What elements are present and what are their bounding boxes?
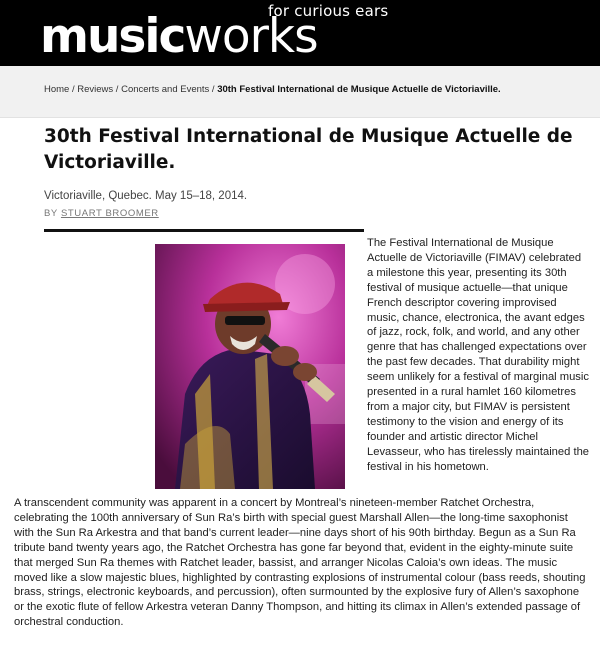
breadcrumb-category-link[interactable]: Concerts and Events <box>121 84 210 95</box>
breadcrumb-separator: / <box>113 84 122 95</box>
intro-paragraph: The Festival International de Musique Actuelle de Victoriaville (FIMAV) celebrated a milestone this year, presenting its 30th festival of musique actuelle—that unique French descriptor covering improvised music, chance, electronica, the avant edges of jazz, rock, folk, and world, and any other genre that has challenged expectations over the past few decades. That durability might seem unlikely for a festival of marginal music presented in a rural hamlet 160 kilometres from a major city, but FIMAV is persistent testimony to the vision and energy of its founder and artistic director Michel Levasseur, who has tirelessly maintained the festival in his hometown. <box>367 237 590 473</box>
article-title: 30th Festival International de Musique Actuelle de Victoriaville. <box>44 126 573 173</box>
breadcrumb-home-link[interactable]: Home <box>44 84 70 95</box>
musicworks-logo[interactable] <box>40 9 318 64</box>
breadcrumb <box>44 84 501 95</box>
breadcrumb-separator: / <box>69 84 78 95</box>
breadcrumb-current: 30th Festival International de Musique Actuelle de Victoriaville. <box>217 84 501 95</box>
article-photo <box>155 244 345 489</box>
breadcrumb-reviews-link[interactable]: Reviews <box>77 84 114 95</box>
saxophonist-illustration <box>155 244 345 489</box>
body-paragraph: A transcendent community was apparent in a concert by Montreal’s nineteen-member Ratchet Orchestra, celebrating the 100th anniversary of Sun Ra’s birth with special guest Marshall Allen—the long-time saxophonist with the Sun Ra Arkestra and that band’s current leader—nine days short of his 90th birthday. Begun as a Sun Ra tribute band twenty years ago, the Ratchet Orchestra has gone far beyond that, evident in the eighty-minute suite that merged Sun Ra themes with Ratchet leader, bassist, and arranger Nicolas Caloia’s own ideas. The music moved like a slow majestic blues, highlighted by contrasting explosions of instrumental colour (bass reeds, shouting brass, strings, electronic keyboards, and percussion), often surmounted by the explosive fury of Allen’s saxophone or the exotic flute of fellow Arkestra veteran Danny Thompson, and hitting its climax in Allen’s extended passage of orchestral conduction. <box>14 497 586 629</box>
logo-light-part: works <box>184 9 318 64</box>
byline <box>44 208 159 219</box>
logo-bold-part: music <box>40 9 185 64</box>
article-location-date: Victoriaville, Quebec. May 15–18, 2014. <box>44 190 248 202</box>
breadcrumb-bar <box>0 66 600 118</box>
byline-label: BY <box>44 208 58 219</box>
author-link[interactable]: STUART BROOMER <box>60 208 159 219</box>
tagline: for curious ears <box>268 2 389 20</box>
masthead <box>0 0 600 66</box>
breadcrumb-separator: / <box>209 84 218 95</box>
title-divider <box>44 229 364 232</box>
